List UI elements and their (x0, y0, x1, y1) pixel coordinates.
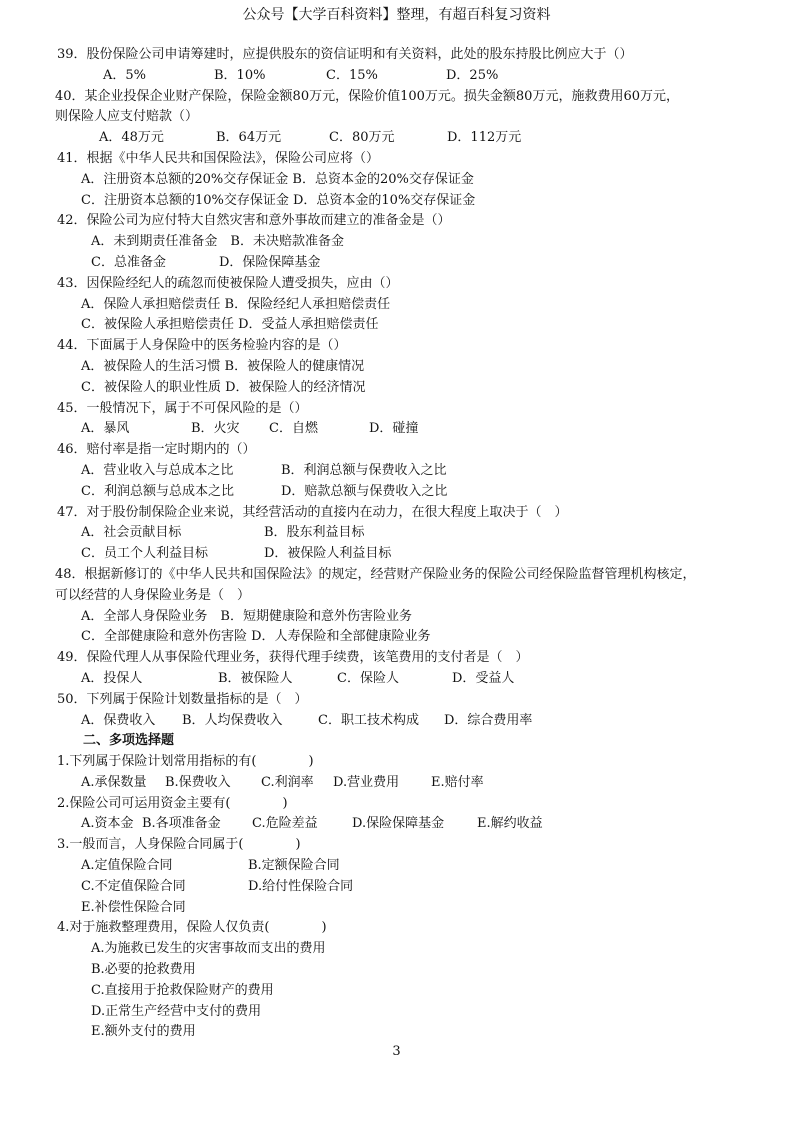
question-43-stem: 43．因保险经纪人的疏忽而使被保险人遭受损失，应由（） (57, 275, 399, 291)
multi-question-2-stem: 2.保险公司可运用资金主要有( ) (57, 795, 288, 811)
option-c: C．保险人 (337, 670, 399, 686)
option-a: A．保费收入 (81, 712, 156, 728)
question-46-options-row2 (57, 482, 747, 503)
option-a: A．营业收入与总成本之比 (81, 462, 234, 478)
multi-question-2-options (57, 814, 747, 835)
multi-question-4-option-c: C.直接用于抢救保险财产的费用 (91, 982, 274, 998)
option-c: C．员工个人利益目标 (81, 546, 208, 562)
multi-question-1-options (57, 773, 747, 794)
option-c: C.危险差益 (252, 816, 318, 832)
question-48-options-row1: A．全部人身保险业务 B．短期健康险和意外伤害险业务 (81, 608, 412, 624)
question-39-stem: 39．股份保险公司申请筹建时，应提供股东的资信证明和有关资料，此处的股东持股比例应大于（） (57, 47, 633, 62)
question-43-options-row2: C．被保险人承担赔偿责任 D．受益人承担赔偿责任 (81, 317, 379, 333)
multi-question-4-option-b: B.必要的抢救费用 (91, 962, 196, 978)
multi-question-4-option-a: A.为施救已发生的灾害事故而支出的费用 (91, 941, 326, 957)
option-b: B．人均保费收入 (182, 712, 283, 728)
option-b: B．火灾 (191, 421, 240, 437)
option-c: C.利润率 (261, 774, 314, 790)
multi-question-1-stem: 1.下列属于保险计划常用指标的有( ) (57, 754, 314, 770)
option-d: D．赔款总额与保费收入之比 (281, 483, 448, 499)
question-50-options (57, 711, 747, 732)
option-c: C．80万元 (329, 130, 395, 146)
option-b: B．股东利益目标 (264, 525, 365, 541)
option-c: C．职工技术构成 (318, 712, 419, 728)
option-e: E.解约收益 (477, 816, 543, 832)
question-41-stem: 41．根据《中华人民共和国保险法》，保险公司应将（） (57, 150, 380, 166)
multi-question-3-options-row3: E.补偿性保险合同 (81, 899, 186, 915)
option-b: B.定额保险合同 (248, 858, 340, 874)
option-d: D.保险保障基金 (352, 816, 445, 832)
option-c: C．利润总额与总成本之比 (81, 483, 234, 499)
option-d: D．被保险人利益目标 (264, 546, 392, 562)
question-48-options-row2: C．全部健康险和意外伤害险 D．人寿保险和全部健康险业务 (81, 629, 431, 645)
question-41-options-row1: A．注册资本总额的20%交存保证金 B．总资本金的20%交存保证金 (81, 171, 474, 187)
option-b: B．10% (214, 67, 266, 83)
option-a: A．暴风 (81, 421, 130, 437)
option-d: D.营业费用 (333, 774, 400, 790)
question-44-stem: 44．下面属于人身保险中的医务检验内容的是（） (57, 338, 347, 354)
question-48-stem-cont: 可以经营的人身保险业务是（ ） (55, 587, 251, 603)
question-41-options-row2: C．注册资本总额的10%交存保证金 D．总资本金的10%交存保证金 (81, 192, 476, 208)
option-a: A．5% (103, 67, 147, 83)
multi-question-3-options-row1 (57, 856, 747, 877)
option-d: D．25% (446, 67, 499, 83)
option-b: B．利润总额与保费收入之比 (281, 462, 447, 478)
question-49-options (57, 669, 747, 690)
question-47-stem: 47．对于股份制保险企业来说，其经营活动的直接内在动力，在很大程度上取决于（ ） (57, 504, 568, 520)
option-b: B.保费收入 (165, 774, 231, 790)
page-number: 3 (392, 1044, 401, 1059)
question-46-stem: 46．赔付率是指一定时期内的（） (57, 442, 256, 458)
question-42-options-row1: A．未到期责任准备金 B．未决赔款准备金 (91, 234, 344, 250)
question-44-options-row2: C．被保险人的职业性质 D．被保险人的经济情况 (81, 379, 366, 395)
option-c: C．自燃 (269, 421, 318, 437)
question-44-options-row1: A．被保险人的生活习惯 B．被保险人的健康情况 (81, 358, 365, 374)
option-a: A.承保数量 (81, 774, 147, 790)
option-a: A．48万元 (99, 130, 164, 146)
page-header: 公众号【大学百科资料】整理，有超百科复习资料 (242, 7, 551, 23)
question-43-options-row1: A．保险人承担赔偿责任 B．保险经纪人承担赔偿责任 (81, 296, 391, 312)
option-a: A.定值保险合同 (81, 858, 173, 874)
question-45-options (57, 419, 747, 440)
option-a: A.资本金 (81, 816, 134, 832)
question-48-stem: 48．根据新修订的《中华人民共和国保险法》的规定，经营财产保险业务的保险公司经保险监督管理机构核定， (55, 566, 696, 582)
section-title: 二、多项选择题 (83, 733, 175, 749)
multi-question-4-option-e: E.额外支付的费用 (91, 1024, 196, 1040)
question-50-stem: 50．下列属于保险计划数量指标的是（ ） (57, 691, 308, 707)
question-40-options (57, 128, 747, 149)
option-e: E.赔付率 (431, 774, 484, 790)
multi-question-4-option-d: D.正常生产经营中支付的费用 (91, 1003, 262, 1019)
option-c: C．15% (326, 67, 378, 83)
option-d: D．112万元 (447, 130, 522, 146)
option-d: D.给付性保险合同 (248, 878, 354, 894)
multi-question-3-options-row2 (57, 877, 747, 898)
option-d: D．受益人 (452, 670, 515, 686)
question-42-options-row2 (57, 253, 747, 274)
option-a: A．社会贡献目标 (81, 525, 182, 541)
multi-question-3-stem: 3.一般而言，人身保险合同属于( ) (57, 837, 301, 853)
option-d: D．综合费用率 (444, 712, 533, 728)
question-39-options (57, 66, 747, 87)
question-45-stem: 45．一般情况下，属于不可保风险的是（） (57, 400, 308, 416)
option-a: A．投保人 (81, 670, 143, 686)
question-47-options-row1 (57, 523, 747, 544)
question-42-stem: 42．保险公司为应付特大自然灾害和意外事故而建立的准备金是（） (57, 213, 451, 229)
question-49-stem: 49．保险代理人从事保险代理业务，获得代理手续费，该笔费用的支付者是（ ） (57, 650, 529, 666)
option-b: B．64万元 (216, 130, 282, 146)
option-b: B.各项准备金 (142, 816, 221, 832)
option-b: B．被保险人 (218, 670, 293, 686)
question-47-options-row2 (57, 544, 747, 565)
multi-question-4-stem: 4.对于施救整理费用，保险人仅负责( ) (57, 920, 327, 936)
question-46-options-row1 (57, 461, 747, 482)
question-40-stem-cont: 则保险人应支付赔款（） (55, 109, 199, 125)
question-40-stem: 40．某企业投保企业财产保险，保险金额80万元，保险价值100万元。损失金额80万元，施救费用60万元， (55, 88, 679, 104)
option-c: C．总准备金 (91, 254, 166, 270)
option-c: C.不定值保险合同 (81, 878, 186, 894)
option-d: D．保险保障基金 (219, 254, 321, 270)
option-d: D．碰撞 (369, 421, 419, 437)
question-list (57, 45, 747, 1043)
